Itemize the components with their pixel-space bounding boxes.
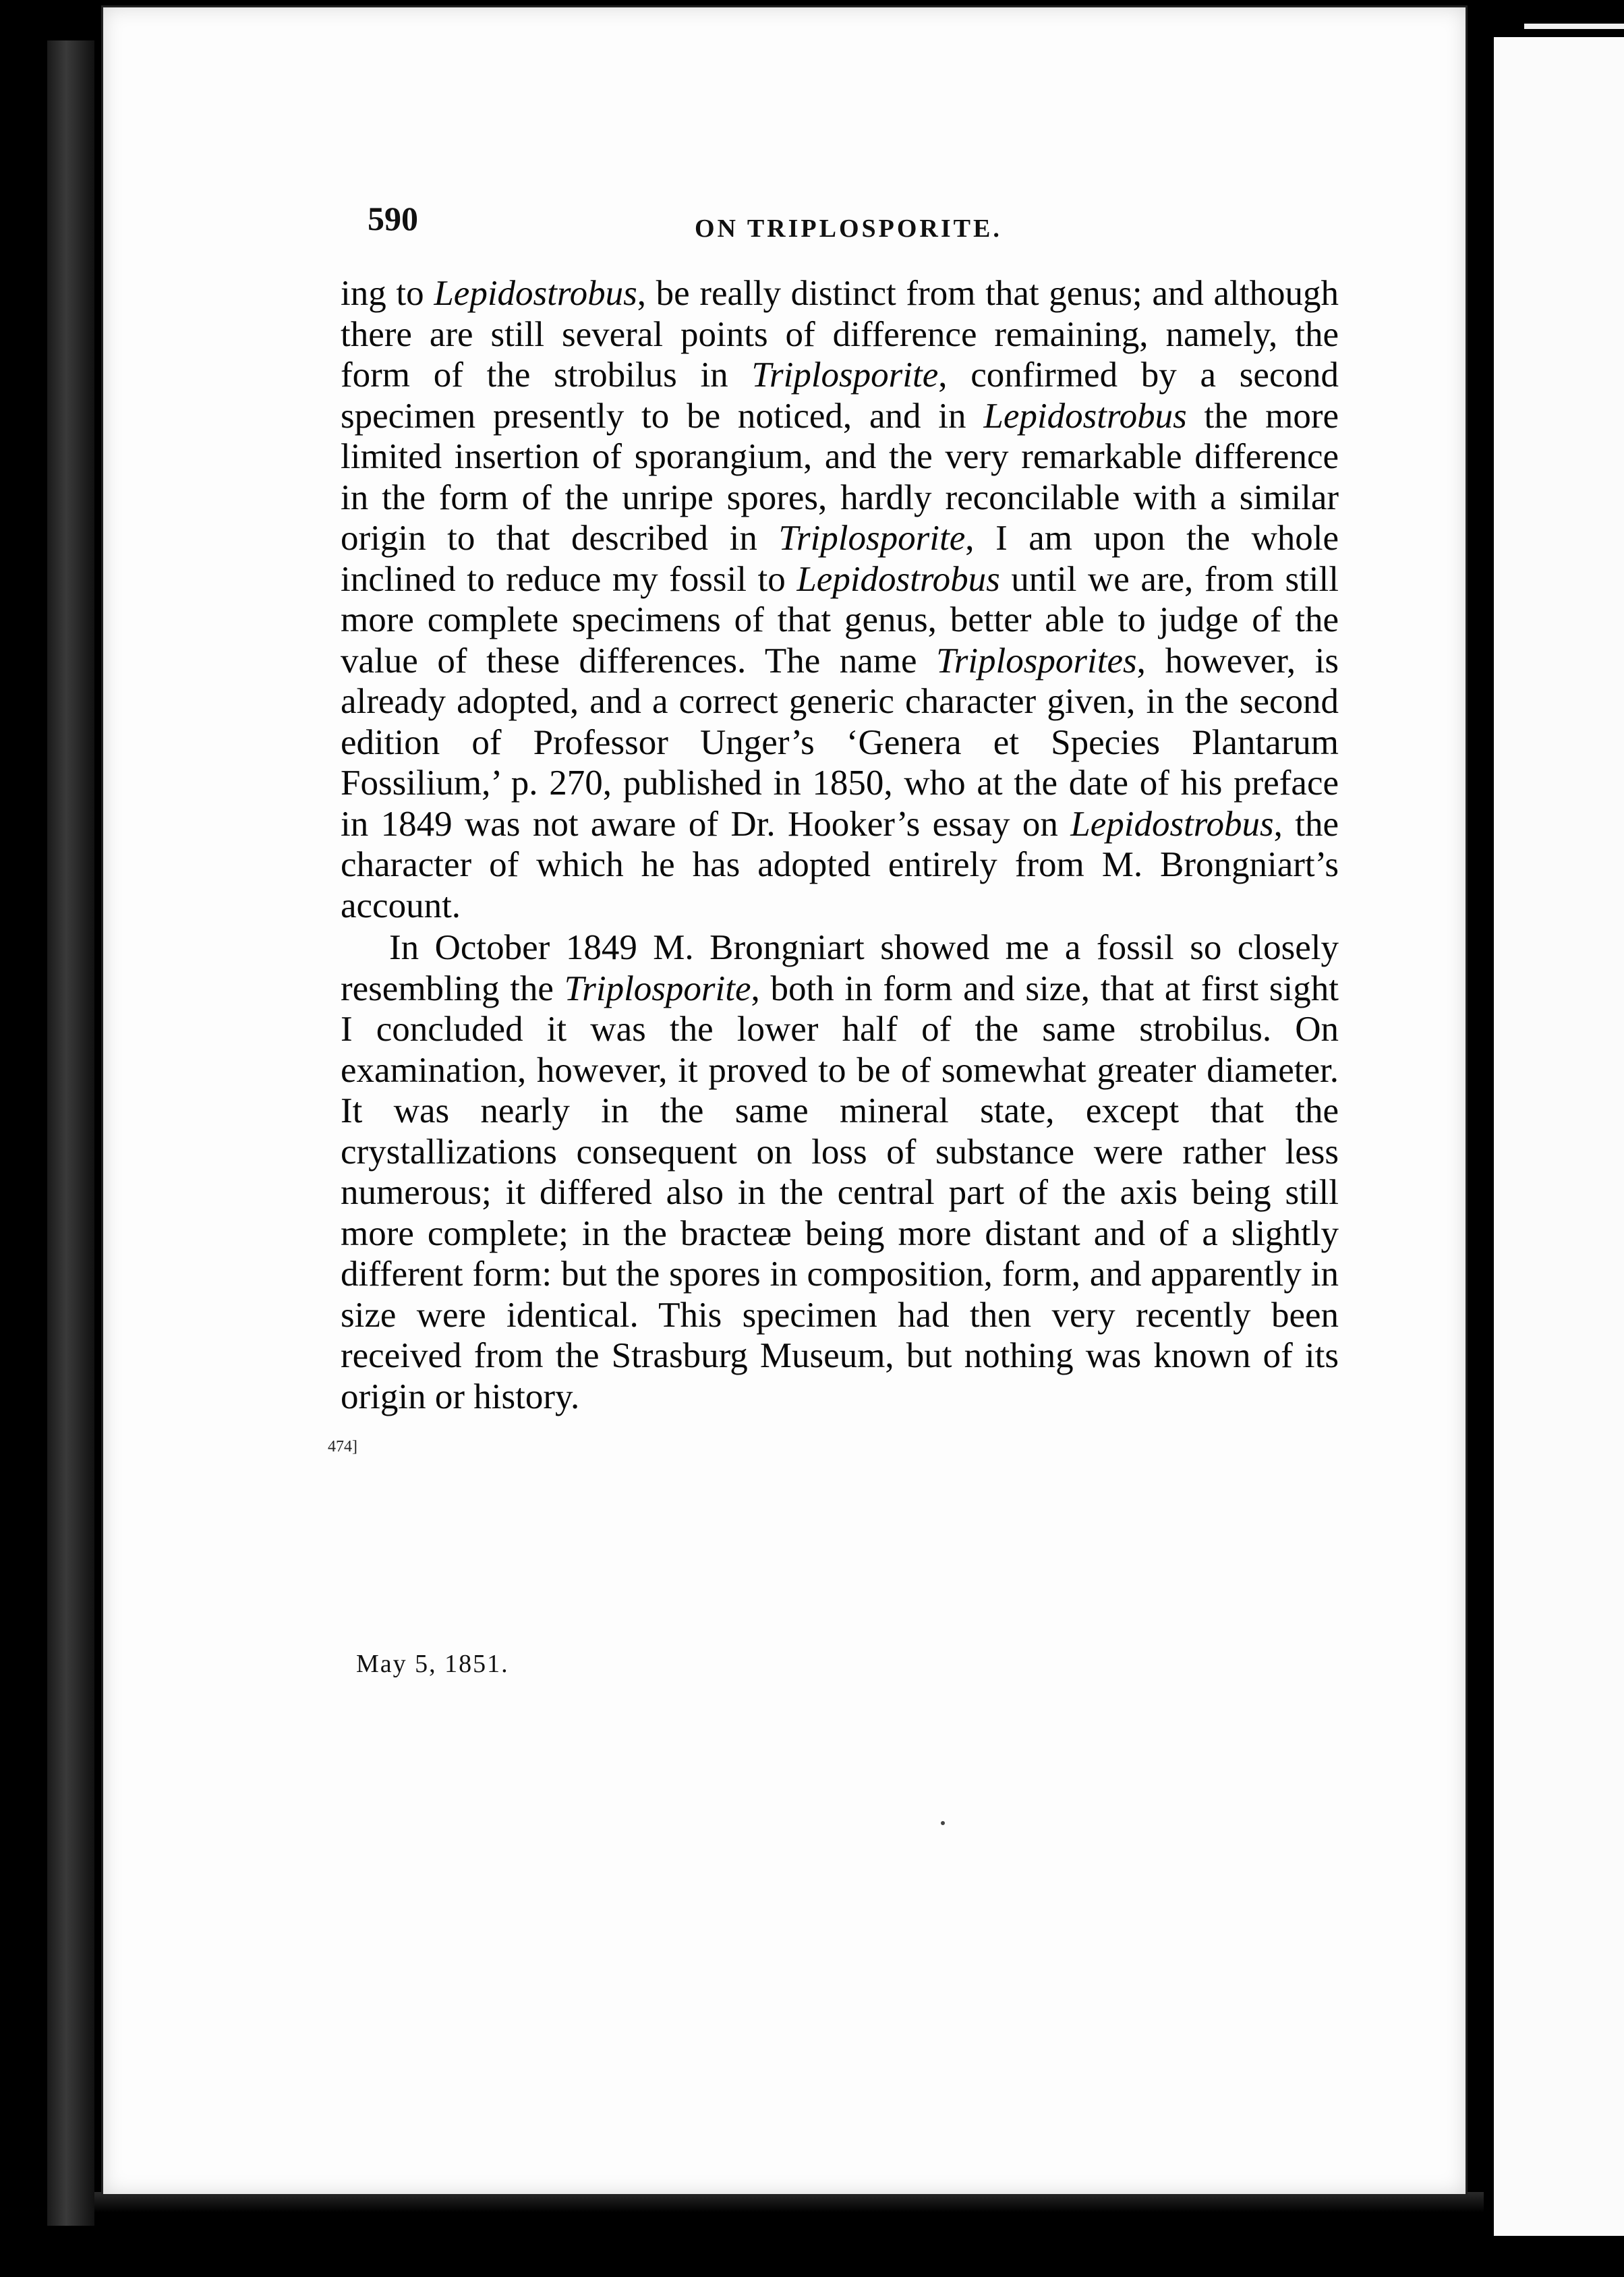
paragraph-2: In October 1849 M. Brongniart showed me a fossil so closely resembling the Triplosporite, both in form and size, that at first sight I concluded it was the lower half of the same strobilus. On examination, however, it proved to be of somewhat greater diameter. It was nearly in the same mineral state, except that the crystallizations consequent on loss of substance were rather less numerous; it differed also in the central part of the axis being still more complete; in the bracteæ being more distant and of a slightly different form: but the spores in composition, form, and apparently in size were identical. This specimen had then very recently been received from the Strasburg Museum, but nothing was known of its origin or history. xyxy=(341,928,1339,1416)
paragraph-1: ing to Lepidostrobus, be really distinct from that genus; and although there are still several points of difference remaining, namely, the form of the strobilus in Triplosporite, confirmed by a second specimen presently to be noticed, and in Lepidostrobus the more limited insertion of sporangium, and the very remarkable difference in the form of the unripe spores, hardly reconcilable with a similar origin to that described in Triplosporite, I am upon the whole inclined to reduce my fossil to Lepidostrobus until we are, from still more complete specimens of that genus, better able to judge of the value of these differences. The name Triplosporites, however, is already adopted, and a correct generic character given, in the second edition of Professor Unger’s ‘Genera et Species Plantarum Fossilium,’ p. 270, published in 1850, who at the date of his preface in 1849 was not aware of Dr. Hooker’s essay on Lepidostrobus, the character of which he has adopted entirely from M. Brongniart’s account. xyxy=(341,274,1339,925)
body-text xyxy=(341,273,1339,1417)
page-number: 590 xyxy=(368,200,418,237)
running-head xyxy=(368,199,1339,253)
adjacent-page xyxy=(1494,37,1624,2236)
margin-page-reference: 474] xyxy=(328,1438,357,1455)
next-page-edge xyxy=(1524,24,1624,29)
running-title: ON TRIPLOSPORITE. xyxy=(695,214,1002,243)
date-line: May 5, 1851. xyxy=(356,1650,509,1678)
book-spine xyxy=(47,40,94,2226)
scan-speck xyxy=(941,1821,945,1825)
